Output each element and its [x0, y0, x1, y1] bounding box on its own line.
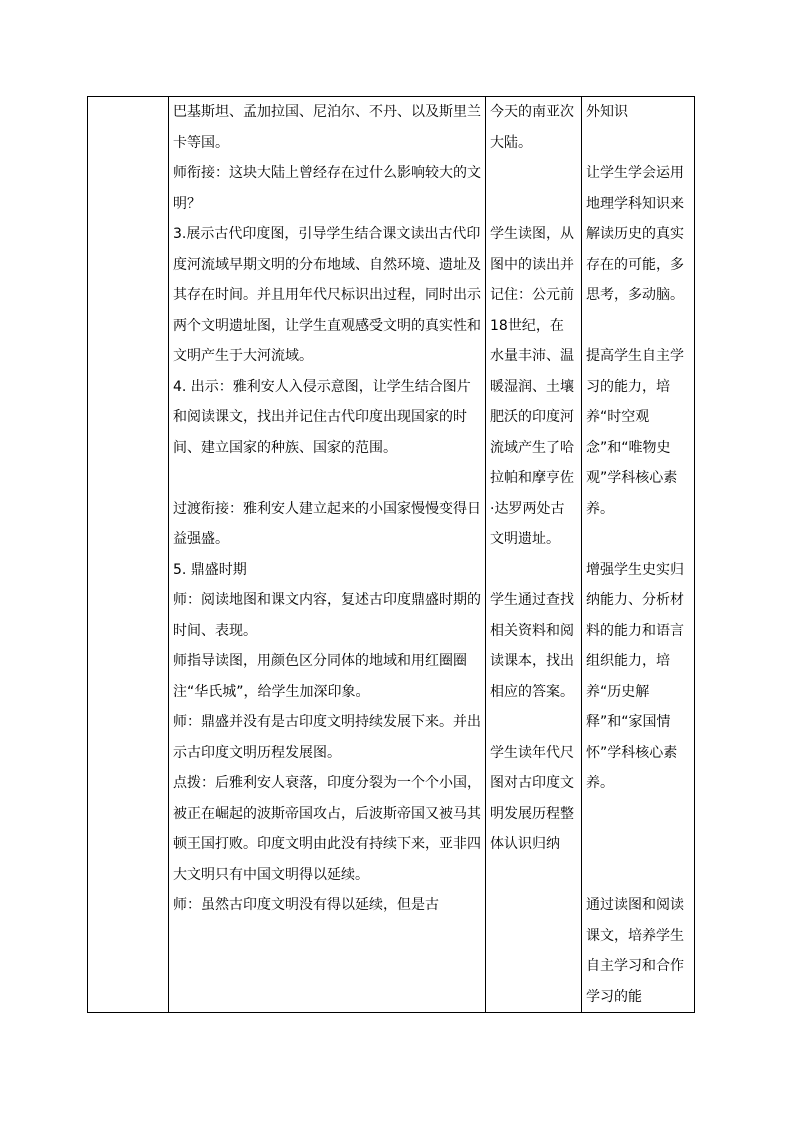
blank-line: [586, 829, 690, 860]
blank-line: [490, 555, 577, 586]
intent-text: 让学生学会运用地理学科知识来解读历史的真实存在的可能，多思考，多动脑。: [586, 165, 684, 303]
teacher-text: 师指导读图，用颜色区分同体的地域和用红圈圈注“华氏城”，给学生加深印象。: [173, 653, 467, 700]
blank-line: [586, 311, 690, 342]
blank-line: [173, 463, 481, 494]
teacher-text: 师：虽然古印度文明没有得以延续，但是古: [173, 897, 439, 913]
student-text: 学生读年代尺图对古印度文明发展历程整体认识归纳: [490, 744, 574, 852]
teacher-text: 5. 鼎盛时期: [173, 561, 247, 578]
intent-text: 外知识: [586, 104, 628, 120]
intent-text: 提高学生自主学习的能力，培养“时空观念”和“唯物史观”学科核心素养。: [586, 348, 684, 517]
blank-line: [490, 158, 577, 189]
intent-text: 增强学生史实归纳能力、分析材料的能力和语言组织能力，培养“历史解释”和“家国情怀”学科核心素养。: [586, 561, 684, 791]
blank-line: [586, 860, 690, 891]
student-text: 今天的南亚次大陆。: [490, 104, 574, 151]
intent-text: 通过读图和阅读课文，培养学生自主学习和合作学习的能: [586, 897, 684, 1005]
teacher-text: 4. 出示：雅利安人入侵示意图，让学生结合图片和阅读课文，找出并记住古代印度出现国家的时间、建立国家的种族、国家的范围。: [173, 378, 471, 456]
teacher-text: 师：鼎盛并没有是古印度文明持续发展下来。并出示古印度文明历程发展图。: [173, 714, 481, 761]
blank-line: [586, 524, 690, 555]
blank-line: [490, 189, 577, 220]
lesson-plan-table: [87, 96, 695, 1013]
student-text: 学生通过查找相关资料和阅读课本，找出相应的答案。: [490, 592, 574, 700]
student-text: 学生读图，从图中的读出并记住：公元前18世纪，在水量丰沛、温暖湿润、土壤肥沃的印度河流域产生了哈拉帕和摩亨佐·达罗两处古文明遗址。: [490, 226, 574, 547]
teacher-text: 3.展示古代印度图，引导学生结合课文读出古代印度河流域早期文明的分布地域、自然环境、遗址及其存在时间。并且用年代尺标识出过程，同时出示两个文明遗址图，让学生直观感受文明的真实性和文明产生于大河流域。: [173, 226, 481, 364]
blank-line: [586, 128, 690, 159]
teacher-text: 过渡衔接：雅利安人建立起来的小国家慢慢变得日益强盛。: [173, 500, 481, 547]
blank-line: [586, 799, 690, 830]
empty-cell: [88, 97, 169, 1013]
teacher-activity-cell: [169, 97, 486, 1013]
teacher-text: 师衔接：这块大陆上曾经存在过什么影响较大的文明？: [173, 165, 481, 212]
teacher-text: 巴基斯坦、孟加拉国、尼泊尔、不丹、以及斯里兰卡等国。: [173, 104, 481, 151]
student-activity-cell: [486, 97, 582, 1013]
teacher-text: 师：阅读地图和课文内容，复述古印度鼎盛时期的时间、表现。: [173, 592, 481, 639]
design-intent-cell: [582, 97, 695, 1013]
blank-line: [490, 707, 577, 738]
table-row: [88, 97, 695, 1013]
teacher-text: 点拨：后雅利安人衰落，印度分裂为一个个小国，被正在崛起的波斯帝国攻占，后波斯帝国又被马其顿王国打败。印度文明由此没有持续下来，亚非四大文明只有中国文明得以延续。: [173, 775, 481, 883]
